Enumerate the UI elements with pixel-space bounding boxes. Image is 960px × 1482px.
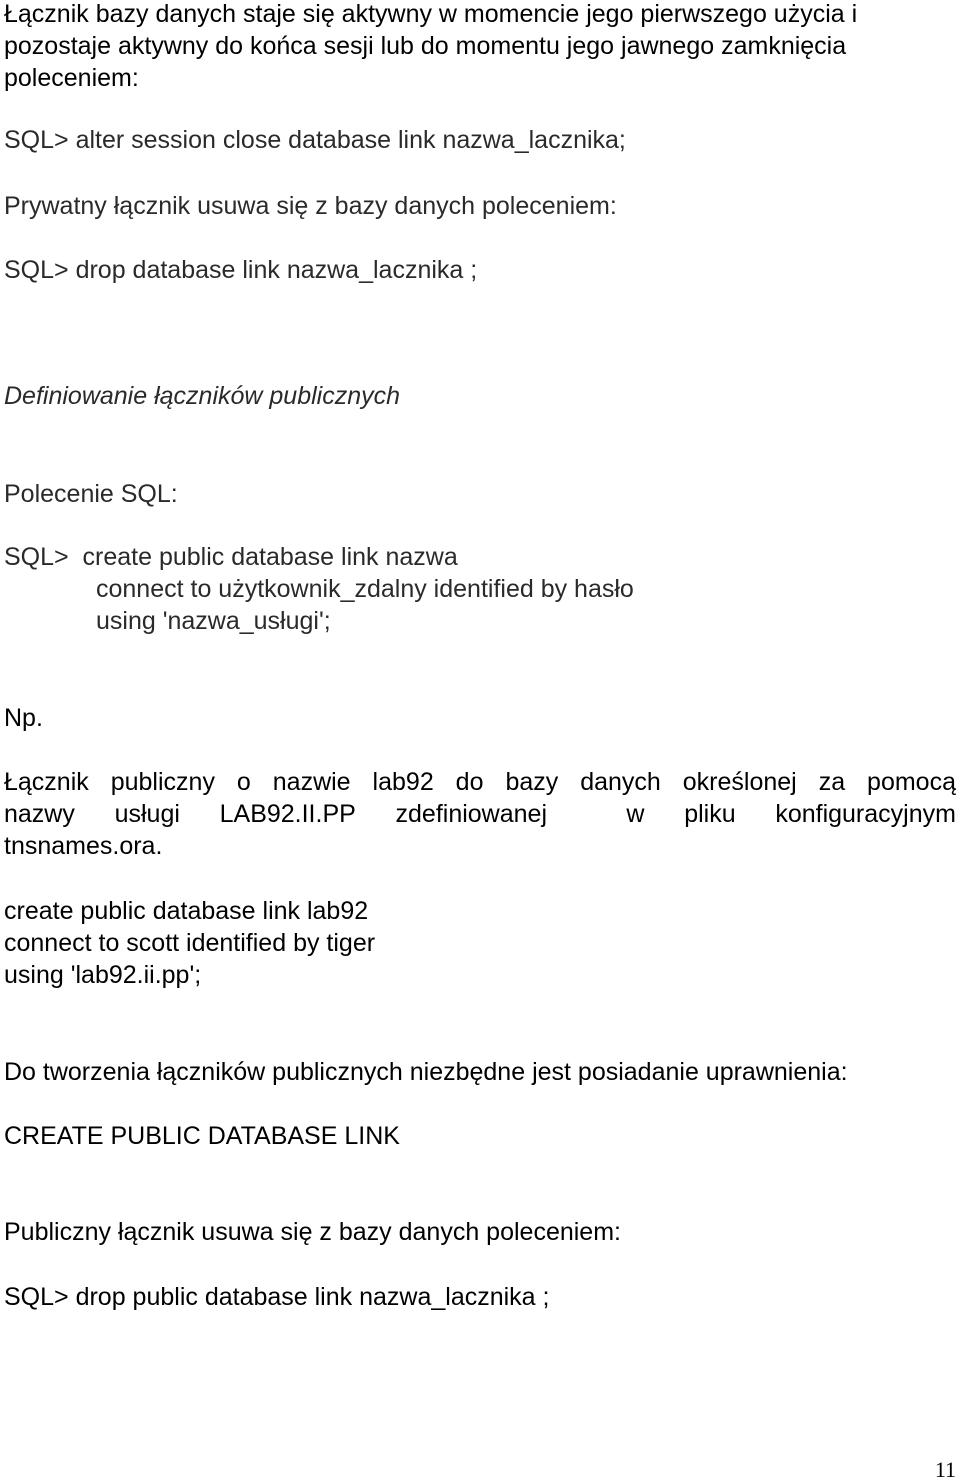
np-label: Np.: [4, 704, 43, 732]
intro-paragraph-line-3: poleceniem:: [4, 64, 139, 92]
desc-word: Łącznik: [4, 768, 89, 796]
sql-drop-public-command: SQL> drop public database link nazwa_lacznika ;: [4, 1283, 550, 1311]
desc-word: konfiguracyjnym: [775, 800, 956, 828]
example-description-line-2: [4, 798, 956, 830]
example-code-line-3: using 'lab92.ii.pp';: [4, 961, 202, 989]
example-description-line-3: tnsnames.ora.: [4, 832, 163, 860]
sql-drop-private-command: SQL> drop database link nazwa_lacznika ;: [4, 256, 478, 284]
syntax-line-2: connect to użytkownik_zdalny identified by hasło: [96, 575, 634, 603]
private-drop-paragraph: Prywatny łącznik usuwa się z bazy danych poleceniem:: [4, 192, 617, 220]
desc-word: publiczny: [110, 768, 215, 796]
privilege-paragraph: Do tworzenia łączników publicznych niezbędne jest posiadanie uprawnienia:: [4, 1058, 848, 1086]
intro-paragraph-line-2: pozostaje aktywny do końca sesji lub do momentu jego jawnego zamknięcia: [4, 32, 847, 60]
desc-word: usługi: [114, 800, 180, 828]
desc-word: do: [455, 768, 484, 796]
syntax-line-1: SQL> create public database link nazwa: [4, 543, 458, 571]
sql-close-command: SQL> alter session close database link nazwa_lacznika;: [4, 126, 626, 154]
desc-word: zdefiniowanej: [395, 800, 548, 828]
desc-word: za: [818, 768, 846, 796]
desc-word: nazwie: [272, 768, 351, 796]
desc-word: o: [236, 768, 251, 796]
desc-word: bazy: [505, 768, 559, 796]
desc-word: lab92: [372, 768, 434, 796]
privilege-name: CREATE PUBLIC DATABASE LINK: [4, 1122, 400, 1150]
polecenie-label: Polecenie SQL:: [4, 480, 178, 508]
public-drop-paragraph: Publiczny łącznik usuwa się z bazy danych poleceniem:: [4, 1218, 621, 1246]
desc-word: pliku: [684, 800, 736, 828]
desc-word: pomocą: [867, 768, 956, 796]
example-description-line-1: [4, 766, 956, 798]
section-heading: Definiowanie łączników publicznych: [4, 382, 401, 410]
page-number: 11: [934, 1457, 956, 1482]
syntax-line-3: using 'nazwa_usługi';: [96, 607, 331, 635]
desc-word: nazwy: [4, 800, 75, 828]
desc-word: określonej: [682, 768, 797, 796]
desc-word: LAB92.II.PP: [219, 800, 356, 828]
example-code-line-2: connect to scott identified by tiger: [4, 929, 376, 957]
intro-paragraph-line-1: Łącznik bazy danych staje się aktywny w momencie jego pierwszego użycia i: [4, 0, 858, 28]
desc-word: w: [626, 800, 645, 828]
desc-word: danych: [580, 768, 661, 796]
example-code-line-1: create public database link lab92: [4, 897, 369, 925]
